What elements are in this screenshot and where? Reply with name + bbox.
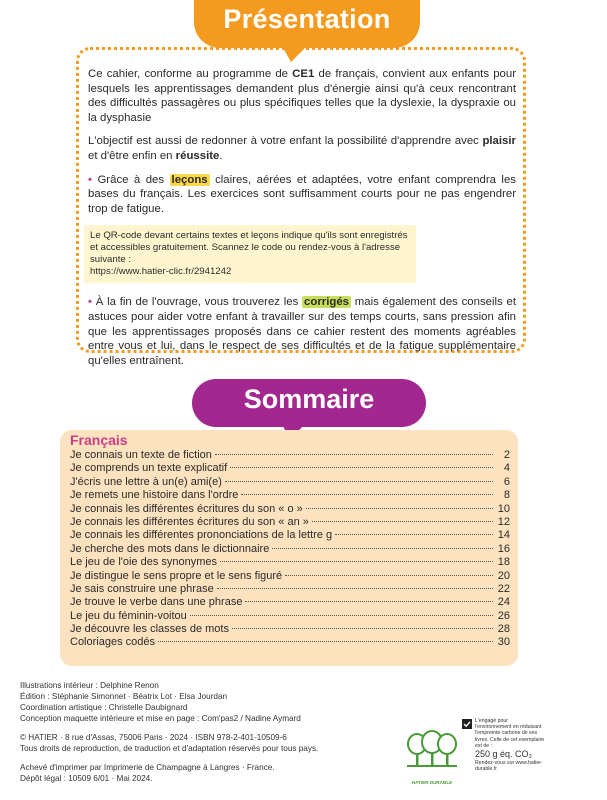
- toc-page-number: 10: [497, 502, 510, 515]
- toc-leader-dots: [245, 601, 493, 602]
- qr-code-note: Le QR-code devant certains textes et leçons indique qu'ils sont enregistrés et accessibles gratuitement. Scannez le code ou rendez-vous à l'adresse suivante : https://www.hatier-clic.fr/2941242: [84, 225, 416, 283]
- presentation-title: Présentation: [223, 4, 391, 34]
- toc-entry-title: Je découvre les classes de mots: [70, 623, 229, 636]
- carbon-amount: 250 g éq. CO₂: [475, 749, 533, 760]
- bullet-icon: •: [88, 173, 92, 186]
- credits-block: [20, 680, 340, 784]
- toc-leader-dots: [220, 561, 493, 562]
- toc-row: [70, 489, 510, 502]
- toc-leader-dots: [312, 521, 493, 522]
- credit-line: Achevé d'imprimer par Imprimerie de Champagne à Langres · France.: [20, 763, 275, 772]
- toc-entry-title: Coloriages codés: [70, 636, 155, 649]
- toc-row: [70, 449, 510, 462]
- checkmark-icon: [462, 719, 472, 729]
- toc-page-number: 14: [497, 529, 510, 542]
- toc-entry-title: Je connais les différentes écritures du son « o »: [70, 502, 303, 515]
- toc-entry-title: Je connais les différentes prononciations de la lettre g: [70, 529, 333, 542]
- presentation-paragraph-4: • À la fin de l'ouvrage, vous trouverez les corrigés mais également des conseils et astuces pour aider votre enfant à travailler sur des temps courts, sans pression afin que les apprentissages proposés dans ce cahier restent des moments agréables entre vous et lui, dans le respect de ses difficultés et de la fatigue supplémentaire qu'elles entraînent.: [88, 296, 517, 367]
- toc-entry-title: Je comprends un texte explicatif: [70, 462, 228, 475]
- eco-carbon-text: L'engagé pour l'environnement en réduisant l'empreinte carbone de ses livres. Celle de cet exemplaire est de : 250 g éq. CO₂ Rendez-vous sur www.hatier-durable.fr: [475, 718, 545, 773]
- toc-row: [70, 636, 510, 649]
- toc-page-number: 26: [497, 609, 510, 622]
- toc-leader-dots: [230, 467, 493, 468]
- toc-page-number: 2: [503, 449, 510, 461]
- bullet-icon: •: [88, 296, 92, 309]
- toc-leader-dots: [285, 575, 493, 576]
- highlight-lecons: leçons: [171, 173, 208, 186]
- toc-row: [70, 596, 510, 609]
- toc-list: [70, 449, 510, 650]
- toc-entry-title: Le jeu de l'oie des synonymes: [70, 556, 218, 569]
- toc-row: [70, 503, 510, 516]
- credit-line: Dépôt légal : 10509 6/01 · Mai 2024.: [20, 774, 153, 783]
- toc-leader-dots: [232, 628, 493, 629]
- toc-leader-dots: [158, 641, 493, 642]
- toc-page-number: 20: [497, 569, 510, 582]
- toc-leader-dots: [272, 548, 493, 549]
- toc-page-number: 22: [497, 582, 510, 595]
- toc-entry-title: Je connais les différentes écritures du son « an »: [70, 515, 309, 528]
- toc-row: [70, 529, 510, 542]
- toc-page-number: 4: [503, 462, 510, 475]
- toc-row: [70, 583, 510, 596]
- qr-url-link[interactable]: https://www.hatier-clic.fr/2941242: [90, 266, 232, 278]
- toc-leader-dots: [225, 481, 493, 482]
- toc-entry-title: Le jeu du féminin-voitou: [70, 609, 187, 622]
- toc-entry-title: Je remets une histoire dans l'ordre: [70, 489, 239, 502]
- credits-group-contributors: [20, 680, 340, 724]
- toc-row: [70, 543, 510, 556]
- toc-page-number: 6: [503, 475, 510, 488]
- highlight-corriges: corrigés: [304, 296, 349, 309]
- toc-page-number: 24: [497, 596, 510, 609]
- credit-line: Édition : Stéphanie Simonnet · Béatrix Lot · Elsa Jourdan: [20, 692, 228, 701]
- tree-logo-icon: [405, 730, 459, 778]
- toc-page-number: 18: [497, 556, 510, 569]
- credit-line: Coordination artistique : Christelle Daubignard: [20, 703, 188, 712]
- credit-line: © HATIER · 8 rue d'Assas, 75006 Paris · 2024 · ISBN 978-2-401-10509-6: [20, 733, 287, 742]
- toc-entry-title: Je cherche des mots dans le dictionnaire: [70, 542, 270, 555]
- toc-section-heading: Français: [70, 432, 128, 448]
- toc-row: [70, 610, 510, 623]
- toc-entry-title: Je trouve le verbe dans une phrase: [70, 596, 243, 609]
- toc-entry-title: Je sais construire une phrase: [70, 582, 214, 595]
- presentation-paragraph-2: L'objectif est aussi de redonner à votre enfant la possibilité d'apprendre avec plaisir et d'être enfin en réussite.: [88, 135, 516, 162]
- toc-page-number: 12: [497, 515, 510, 528]
- presentation-text: [88, 67, 516, 377]
- sommaire-title: Sommaire: [243, 384, 375, 414]
- toc-leader-dots: [335, 534, 493, 535]
- presentation-paragraph-1: Ce cahier, conforme au programme de CE1 de français, convient aux enfants pour lesquels les apprentissages demandent plus d'énergie ainsi qu'à ceux rencontrant des difficultés passagères ou plus spécifiques telles que la dyslexie, la dyspraxie ou la dysphasie: [88, 68, 516, 124]
- toc-row: [70, 570, 510, 583]
- toc-page-number: 16: [497, 542, 510, 555]
- credits-group-printing: [20, 762, 340, 784]
- toc-leader-dots: [217, 588, 493, 589]
- toc-row: [70, 516, 510, 529]
- credit-line: Conception maquette intérieure et mise en page : Com'pas2 / Nadine Aymard: [20, 714, 301, 723]
- toc-page-number: 30: [497, 636, 510, 649]
- eco-logo-label: HATIER DURABLE: [411, 780, 453, 785]
- toc-row: [70, 462, 510, 475]
- toc-entry-title: Je connais un texte de fiction: [70, 449, 212, 461]
- presentation-paragraph-3: • Grâce à des leçons claires, aérées et adaptées, votre enfant comprendra les bases du français. Les exercices sont suffisamment courts pour ne pas engendrer trop de fatigue.: [88, 173, 516, 215]
- toc-entry-title: J'écris une lettre à un(e) ami(e): [70, 475, 222, 488]
- toc-leader-dots: [190, 615, 493, 616]
- toc-row: [70, 556, 510, 569]
- toc-entry-title: Je distingue le sens propre et le sens figuré: [70, 569, 283, 582]
- credit-line: Illustrations intérieur : Delphine Renon: [20, 681, 159, 690]
- credits-group-copyright: [20, 732, 340, 754]
- toc-leader-dots: [215, 454, 493, 455]
- credit-line: Tous droits de reproduction, de traduction et d'adaptation réservés pour tous pays.: [20, 744, 319, 753]
- toc-row: [70, 476, 510, 489]
- toc-page-number: 28: [497, 623, 510, 636]
- toc-leader-dots: [306, 508, 493, 509]
- toc-leader-dots: [241, 494, 493, 495]
- toc-page-number: 8: [503, 489, 510, 502]
- toc-row: [70, 623, 510, 636]
